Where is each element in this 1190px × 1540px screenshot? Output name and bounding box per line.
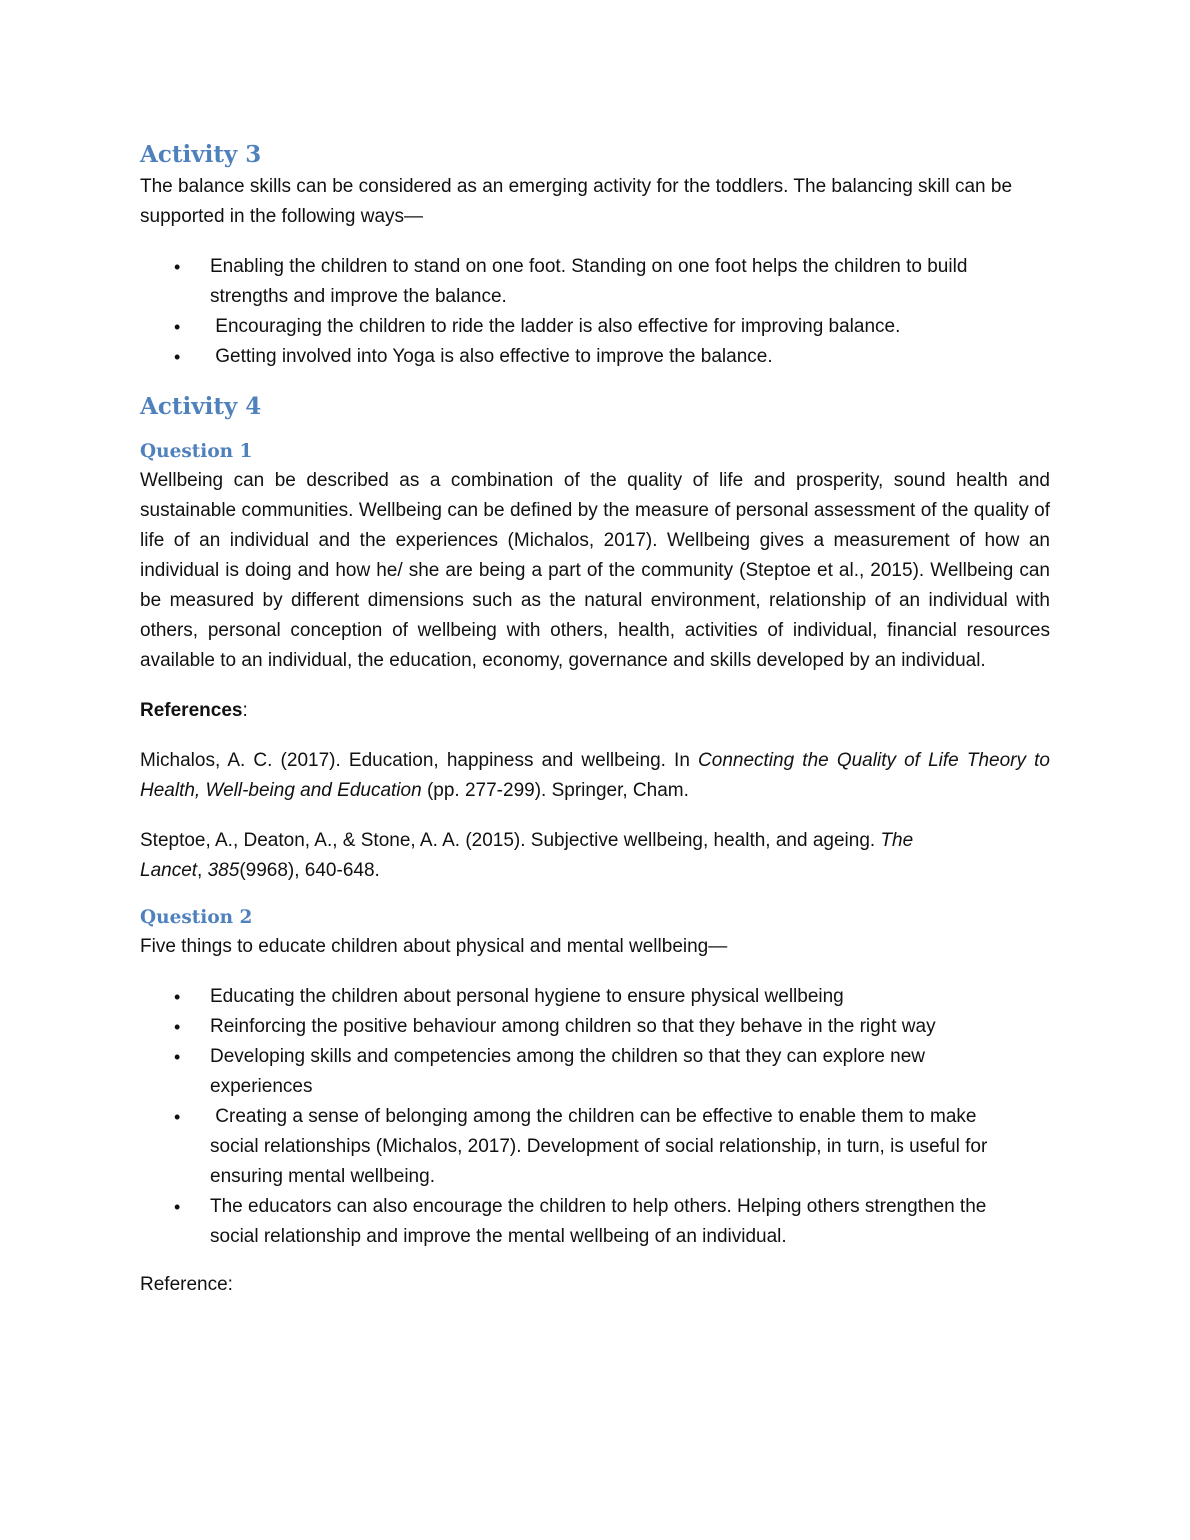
reference-michalos [140,746,1050,806]
reference-steptoe-authors: Steptoe, A., Deaton, A., & Stone, A. A. (2015). Subjective wellbeing, health, and ageing. [140,830,881,851]
reference-michalos-book-title: Connecting the Quality of Life Theory to Health, Well-being and Education [140,750,1050,801]
list-item [140,982,1050,1012]
list-item [140,1012,1050,1042]
question-2-reference-label: Reference: [140,1274,233,1295]
list-item [140,252,1010,312]
list-item-text: Getting involved into Yoga is also effective to improve the balance. [210,346,773,367]
list-item-text: Educating the children about personal hygiene to ensure physical wellbeing [210,986,844,1007]
question-2-intro: Five things to educate children about physical and mental wellbeing— [140,936,728,957]
document-page [140,138,1050,1300]
list-item-text: Developing skills and competencies among the children so that they can explore new experiences [210,1046,926,1097]
list-item-text: Creating a sense of belonging among the children can be effective to enable them to make social relationships (Michalos, 2017). Development of social relationship, in turn, is useful for ensuring mental wellbeing. [210,1106,993,1187]
reference-steptoe-comma: , [197,860,208,881]
reference-steptoe-details: (9968), 640-648. [239,860,380,881]
question-2-bullet-list [140,982,1050,1252]
list-item [140,1192,1030,1252]
list-item-text: Reinforcing the positive behaviour among children so that they behave in the right way [210,1016,936,1037]
references-label: References [140,700,243,721]
reference-michalos-details: (pp. 277-299). Springer, Cham. [421,780,689,801]
list-item [140,312,1050,342]
references-heading [140,696,1050,726]
list-item-text: Encouraging the children to ride the ladder is also effective for improving balance. [210,316,901,337]
bullet-icon: • [174,257,181,277]
list-item [140,1042,970,1102]
question-2-heading: Question 2 [140,907,253,928]
bullet-icon: • [174,1047,181,1067]
list-item [140,1102,1030,1192]
question-1-body: Wellbeing can be described as a combination of the quality of life and prosperity, sound health and sustainable communities. Wellbeing can be defined by the measure of personal assessment of the quality of life of an individual and the experiences (Michalos, 2017). Wellbeing gives a measurement of how an individual is doing and how he/ she are being a part of the community (Steptoe et al., 2015). Wellbeing can be measured by different dimensions such as the natural environment, relationship of an individual with others, personal conception of wellbeing with others, health, activities of individual, financial resources available to an individual, the education, economy, governance and skills developed by an individual. [140,470,1050,671]
activity-4-heading: Activity 4 [140,393,262,420]
references-colon: : [242,700,248,721]
reference-steptoe-journal: The Lancet [140,830,914,881]
bullet-icon: • [174,987,181,1007]
activity-3-intro: The balance skills can be considered as an emerging activity for the toddlers. The balancing skill can be supported in the following ways— [140,176,1013,227]
bullet-icon: • [174,1197,181,1217]
list-item-text: The educators can also encourage the children to help others. Helping others strengthen the social relationship and improve the mental wellbeing of an individual. [210,1196,987,1247]
question-1-heading: Question 1 [140,441,253,462]
list-item [140,342,1050,372]
bullet-icon: • [174,1017,181,1037]
bullet-icon: • [174,317,181,337]
reference-steptoe-volume: 385 [207,860,240,881]
activity-3-bullet-list [140,252,1050,372]
bullet-icon: • [174,347,181,367]
reference-michalos-authors: Michalos, A. C. (2017). Education, happiness and wellbeing. In [140,750,699,771]
activity-3-heading: Activity 3 [140,141,262,168]
reference-steptoe [140,826,940,886]
bullet-icon: • [174,1107,181,1127]
list-item-text: Enabling the children to stand on one foot. Standing on one foot helps the children to build strengths and improve the balance. [210,256,968,307]
